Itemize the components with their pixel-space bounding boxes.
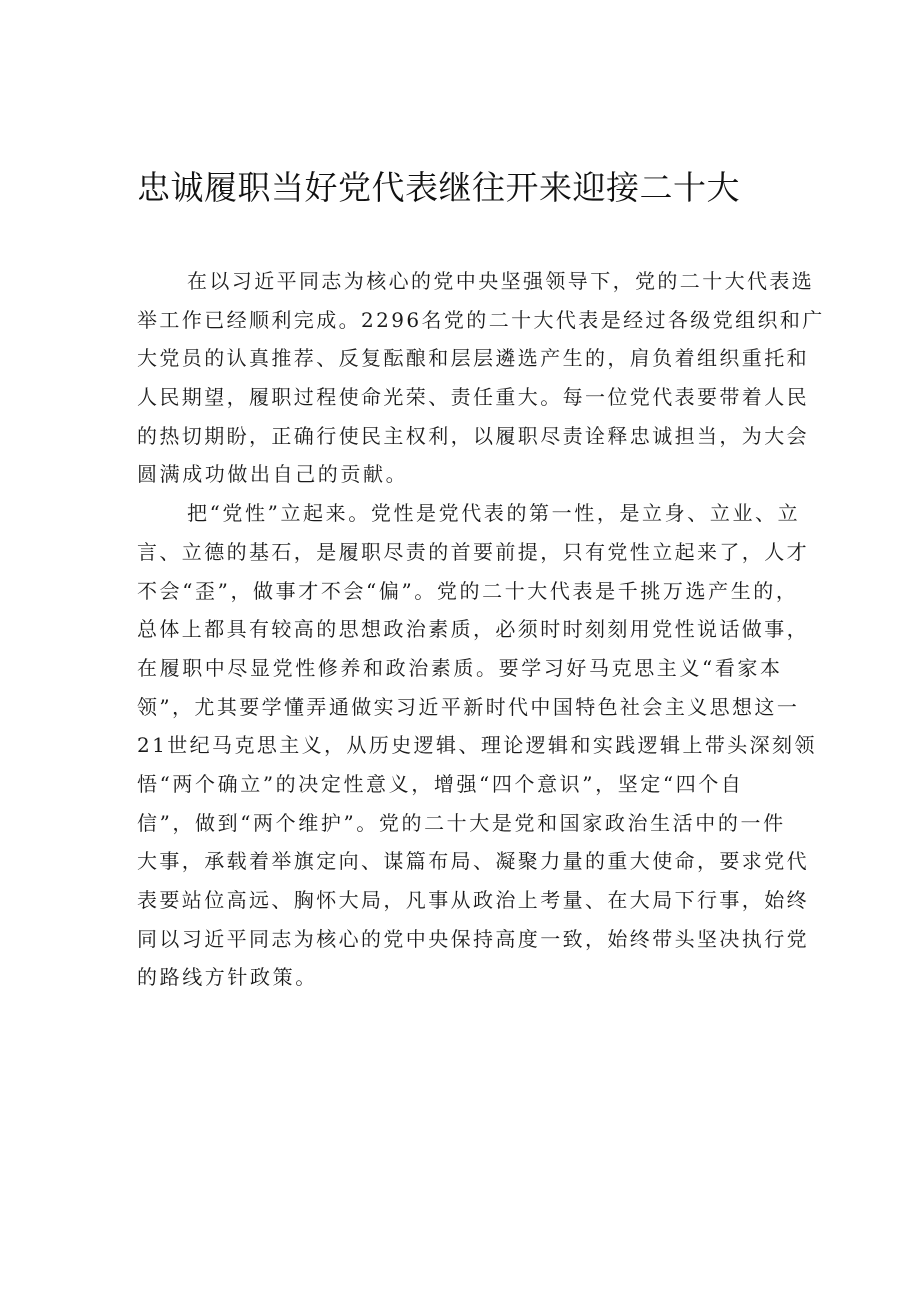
text-line: 把“党性”立起来。党性是党代表的第一性，是立身、立业、立 bbox=[187, 501, 801, 526]
text-line: 举工作已经顺利完成。2296名党的二十大代表是经过各级党组织和广 bbox=[137, 307, 825, 332]
paragraph-2 bbox=[137, 494, 817, 997]
paragraph-1 bbox=[137, 262, 825, 494]
text-line: 同以习近平同志为核心的党中央保持高度一致，始终带头坚决执行党 bbox=[137, 926, 809, 951]
text-line: 在以习近平同志为核心的党中央坚强领导下，党的二十大代表选 bbox=[187, 269, 815, 293]
text-line: 21世纪马克思主义，从历史逻辑、理论逻辑和实践逻辑上带头深刻领 bbox=[137, 733, 817, 758]
document-body bbox=[137, 262, 825, 997]
document-title: 忠诚履职当好党代表继往开来迎接二十大 bbox=[137, 168, 740, 207]
text-line: 不会“歪”，做事才不会“偏”。党的二十大代表是千挑万选产生的， bbox=[137, 578, 799, 603]
text-line: 悟“两个确立”的决定性意义，增强“四个意识”，坚定“四个自 bbox=[137, 771, 744, 796]
text-line: 领”，尤其要学懂弄通做实习近平新时代中国特色社会主义思想这一 bbox=[137, 694, 800, 719]
text-line: 的热切期盼，正确行使民主权利，以履职尽责诠释忠诚担当，为大会 bbox=[137, 423, 809, 448]
text-line: 表要站位高远、胸怀大局，凡事从政治上考量、在大局下行事，始终 bbox=[137, 888, 809, 912]
text-line: 总体上都具有较高的思想政治素质，必须时时刻刻用党性说话做事， bbox=[137, 617, 809, 642]
text-line: 圆满成功做出自己的贡献。 bbox=[137, 462, 409, 487]
text-line: 言、立德的基石，是履职尽责的首要前提，只有党性立起来了，人才 bbox=[137, 539, 809, 564]
text-line: 的路线方针政策。 bbox=[137, 965, 318, 990]
text-line: 信”，做到“两个维护”。党的二十大是党和国家政治生活中的一件 bbox=[137, 810, 786, 835]
text-line: 大事，承载着举旗定向、谋篇布局、凝聚力量的重大使命，要求党代 bbox=[137, 849, 809, 874]
text-line: 在履职中尽显党性修养和政治素质。要学习好马克思主义“看家本 bbox=[137, 655, 783, 680]
text-line: 人民期望，履职过程使命光荣、责任重大。每一位党代表要带着人民 bbox=[137, 385, 809, 410]
text-line: 大党员的认真推荐、反复酝酿和层层遴选产生的，肩负着组织重托和 bbox=[137, 346, 809, 371]
